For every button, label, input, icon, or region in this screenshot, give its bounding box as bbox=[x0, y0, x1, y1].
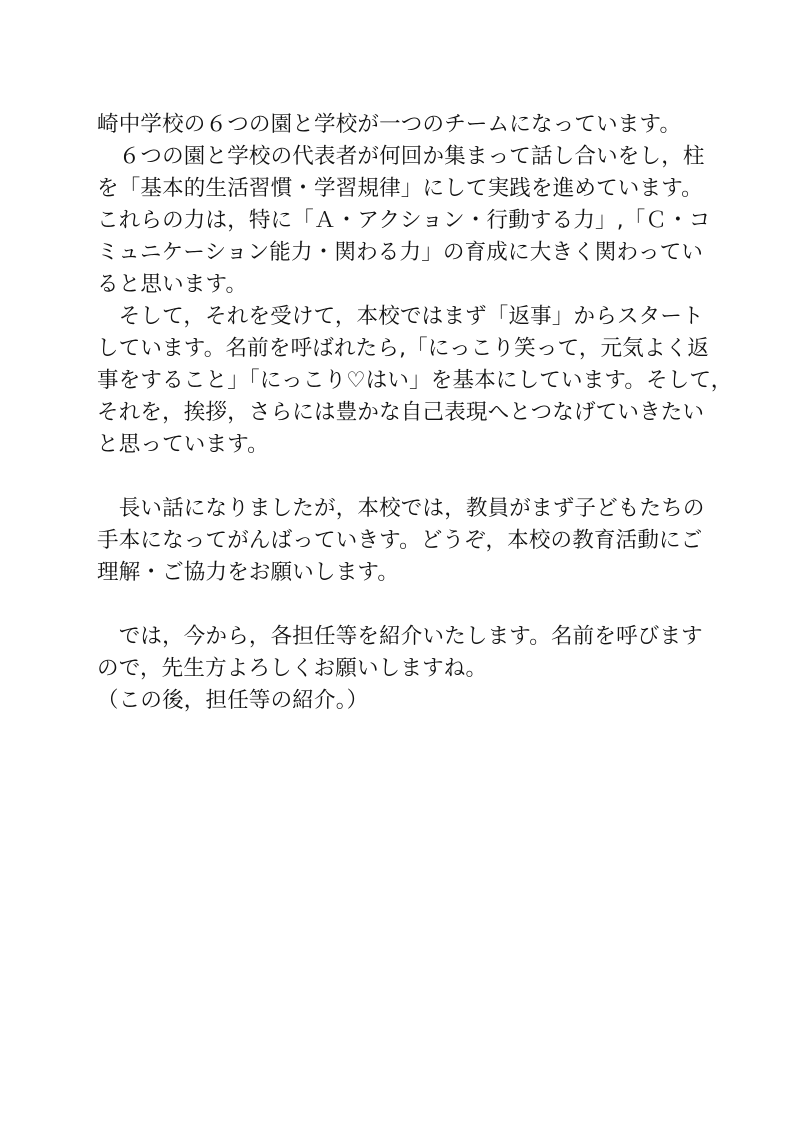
text-line: では，今から，各担任等を紹介いたします。名前を呼びます bbox=[97, 624, 703, 649]
text-line: ミュニケーション能力・関わる力」の育成に大きく関わってい bbox=[97, 240, 704, 265]
text-line: ると思います。 bbox=[97, 272, 248, 297]
paragraph-gap bbox=[97, 589, 717, 621]
text-line: と思っています。 bbox=[97, 432, 269, 457]
text-line: 事をすること」「にっこり♡はい」を基本にしています。そして， bbox=[97, 368, 733, 393]
paragraph-gap bbox=[97, 461, 717, 493]
text-line: 理解・ご協力をお願いします。 bbox=[97, 560, 400, 585]
text-line: ６つの園と学校の代表者が何回か集まって話し合いをし，柱 bbox=[97, 144, 705, 169]
text-line: 手本になってがんばっていきす。どうぞ，本校の教育活動にご bbox=[97, 528, 703, 553]
text-line: 長い話になりましたが，本校では，教員がまず子どもたちの bbox=[97, 496, 705, 521]
text-line: しています。名前を呼ばれたら,「にっこり笑って，元気よく返 bbox=[97, 336, 710, 361]
text-line: そして，それを受けて，本校ではまず「返事」からスタート bbox=[97, 304, 704, 329]
text-line: それを，挨拶，さらには豊かな自己表現へとつなげていきたい bbox=[97, 400, 705, 425]
document-body bbox=[97, 109, 733, 717]
text-line: 崎中学校の６つの園と学校が一つのチームになっています。 bbox=[97, 112, 682, 137]
text-line: （この後，担任等の紹介。） bbox=[97, 688, 369, 713]
text-line: これらの力は，特に「Ａ・アクション・行動する力」,「Ｃ・コ bbox=[97, 208, 711, 233]
text-line: ので，先生方よろしくお願いしますね。 bbox=[97, 656, 488, 681]
text-line: を「基本的生活習慣・学習規律」にして実践を進めています。 bbox=[97, 176, 703, 201]
